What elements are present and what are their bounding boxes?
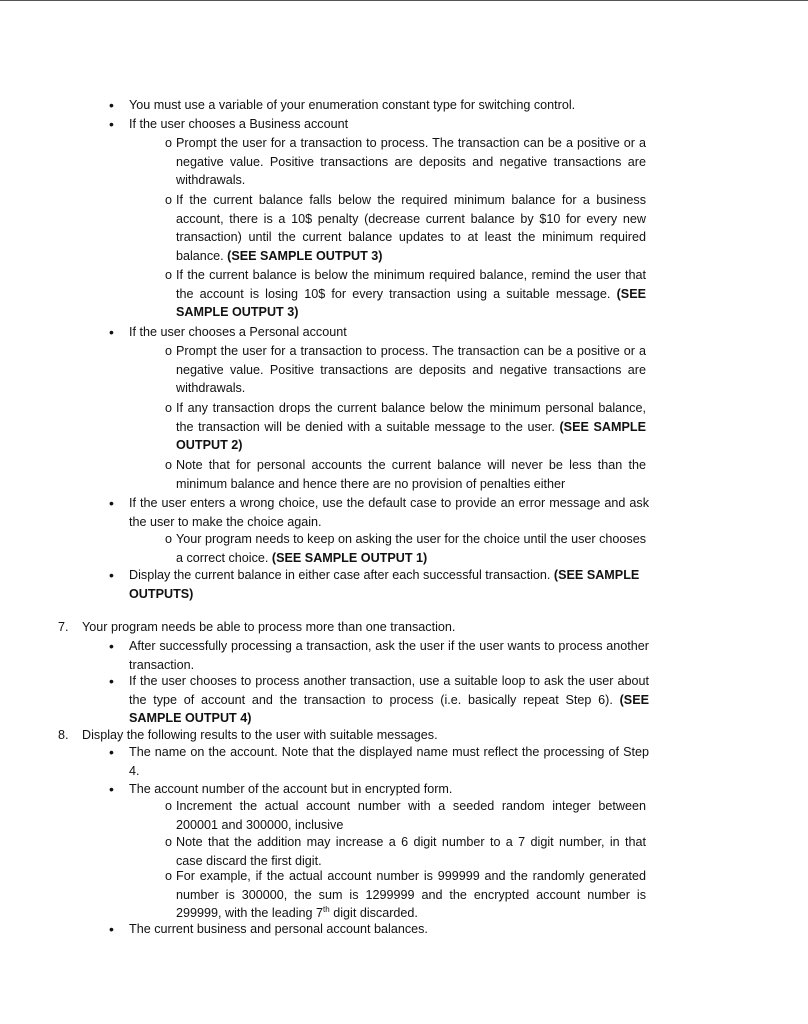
list-item: • If the user chooses a Business account [109, 116, 349, 132]
list-item: • If the user enters a wrong choice, use the default case to provide an error message and ask the user to make the choice again. [109, 495, 649, 529]
sub-bullet: o [165, 268, 173, 282]
bullet: • [109, 495, 114, 511]
bullet: • [109, 97, 114, 113]
bullet: • [109, 744, 114, 760]
sub-bullet: o [165, 869, 173, 883]
bullet: • [109, 673, 114, 689]
bullet: • [109, 324, 114, 340]
bullet: • [109, 116, 114, 132]
sub-bullet: o [165, 344, 173, 358]
numbered-item-8: 8. Display the following results to the user with suitable messages. [58, 728, 438, 742]
bullet: • [109, 567, 114, 583]
sub-bullet: o [165, 458, 173, 472]
bullet: • [109, 921, 114, 937]
list-item: • The current business and personal account balances. [109, 921, 428, 937]
sub-list-item: o Your program needs to keep on asking the user for the choice until the user chooses a correct choice. (SEE SAMPLE OUTPUT 1) [165, 532, 646, 565]
list-item: • The account number of the account but in encrypted form. [109, 781, 453, 797]
numbered-item-7: 7. Your program needs be able to process more than one transaction. [58, 620, 456, 634]
sub-list-item: o Increment the actual account number with a seeded random integer between 200001 and 300000, inclusive [165, 799, 646, 832]
sub-bullet: o [165, 136, 173, 150]
bullet: • [109, 638, 114, 654]
sub-list-item: o If the current balance is below the minimum required balance, remind the user that the account is losing 10$ for every transaction using a suitable message. (SEE SAMPLE OUTPUT 3) [165, 268, 646, 320]
sub-bullet: o [165, 193, 173, 207]
sub-list-item: o Note that for personal accounts the current balance will never be less than the minimum balance and hence there are no provision of penalties either [165, 458, 646, 491]
sub-list-item: o If any transaction drops the current balance below the minimum personal balance, the transaction will be denied with a suitable message to the user. (SEE SAMPLE OUTPUT 2) [165, 401, 647, 453]
list-item: • If the user chooses a Personal account [109, 324, 347, 340]
sub-bullet: o [165, 835, 173, 849]
list-item: • You must use a variable of your enumeration constant type for switching control. [109, 97, 576, 113]
sub-bullet: o [165, 401, 173, 415]
sub-list-item: o Prompt the user for a transaction to process. The transaction can be a positive or a negative value. Positive transactions are deposits and negative transactions are withdrawals. [165, 344, 646, 396]
list-item: • Display the current balance in either case after each successful transaction. (SEE SAMPLE OUTPUTS) [109, 567, 640, 601]
sub-list-item: o If the current balance falls below the required minimum balance for a business account, there is a 10$ penalty (decrease current balance by $10 for every new transaction) until the current balance updates to at least the minimum required balance. (SEE SAMPLE OUTPUT 3) [165, 193, 646, 263]
sub-bullet: o [165, 799, 173, 813]
sub-list-item: o Prompt the user for a transaction to process. The transaction can be a positive or a negative value. Positive transactions are deposits and negative transactions are withdrawals. [165, 136, 646, 188]
list-item: • After successfully processing a transaction, ask the user if the user wants to process another transaction. [109, 638, 649, 672]
list-item: • The name on the account. Note that the displayed name must reflect the processing of Step 4. [109, 744, 649, 778]
sub-bullet: o [165, 532, 173, 546]
sub-list-item: o Note that the addition may increase a 6 digit number to a 7 digit number, in that case discard the first digit. [165, 835, 646, 868]
list-item: • If the user chooses to process another transaction, use a suitable loop to ask the user about the type of account and the transaction to process (i.e. basically repeat Step 6). (SEE SAMPLE OUTPUT 4) [109, 673, 650, 726]
sub-list-item: o For example, if the actual account number is 999999 and the randomly generated number is 300000, the sum is 1299999 and the encrypted account number is 299999, with the leading 7th digit discarded. [165, 869, 646, 921]
bullet: • [109, 781, 114, 797]
